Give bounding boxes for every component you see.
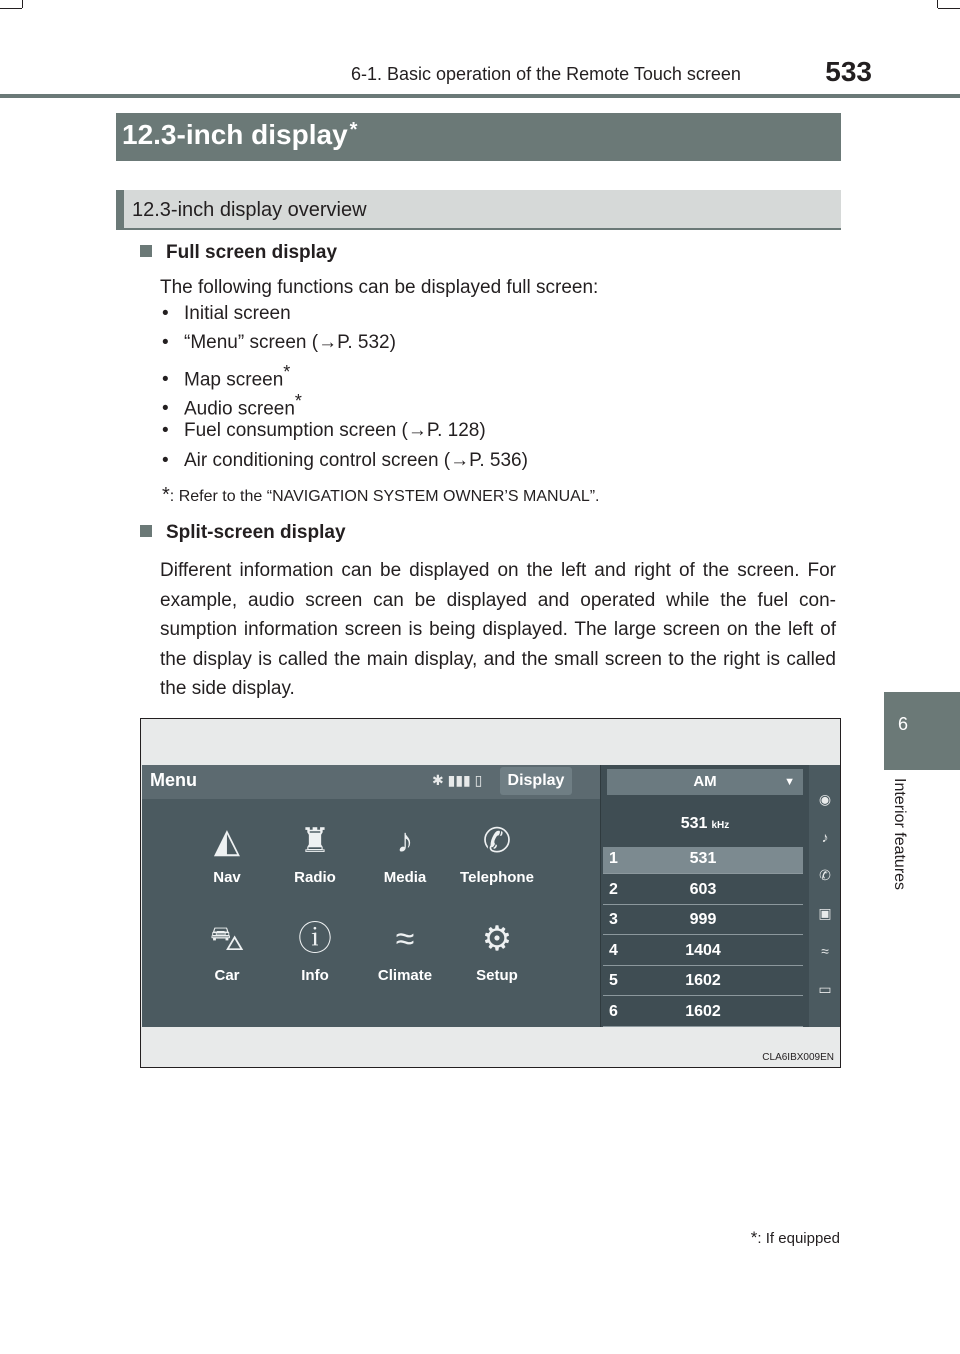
chapter-label: Interior features xyxy=(891,778,908,891)
chapter-label-wrap xyxy=(888,778,914,918)
preset-button[interactable] xyxy=(603,1000,803,1027)
side-rail xyxy=(810,765,840,1027)
app-setup-button[interactable] xyxy=(452,915,542,984)
split-screen-paragraph: Different information can be displayed on the left and right of the screen. For example, audio screen can be displayed and operated while the fuel con-sumption information screen is being displayed. The large screen on the left of the display is called the main display, and the small screen to the right is called the side display. xyxy=(160,560,836,700)
square-bullet-icon xyxy=(140,245,152,257)
app-telephone-button[interactable] xyxy=(452,817,542,886)
app-radio-button[interactable] xyxy=(270,817,360,886)
display-button[interactable]: Display xyxy=(500,767,572,795)
preset-number: 5 xyxy=(609,972,618,989)
preset-button[interactable] xyxy=(603,908,803,935)
preset-frequency: 1602 xyxy=(685,1002,721,1020)
preset-frequency: 531 xyxy=(689,850,717,867)
nav-rail-icon[interactable]: ◉ xyxy=(818,791,832,807)
app-nav-button[interactable] xyxy=(182,817,272,886)
display-figure xyxy=(140,718,841,1068)
preset-button[interactable] xyxy=(603,878,803,905)
bullet-dot: • xyxy=(162,450,169,471)
frequency-unit: kHz xyxy=(711,820,730,831)
subtitle-accent xyxy=(116,190,124,228)
full-screen-heading-text: Full screen display xyxy=(166,242,338,263)
preset-button[interactable] xyxy=(603,939,803,966)
preset-number: 4 xyxy=(609,941,618,959)
bullet-dot: • xyxy=(162,369,169,391)
music-note-icon: ♪ xyxy=(396,822,414,860)
current-frequency xyxy=(601,815,809,833)
list-item xyxy=(162,420,486,442)
figure-code: CLA6IBX009EN xyxy=(762,1052,834,1063)
bullet-dot: • xyxy=(162,332,169,353)
climate-seat-icon: ≈ xyxy=(395,920,415,958)
list-item xyxy=(162,362,290,391)
menu-top-bar xyxy=(142,765,600,799)
list-item xyxy=(162,303,291,325)
full-screen-heading xyxy=(140,238,337,268)
bullet-dot: • xyxy=(162,398,169,420)
crop-mark xyxy=(0,8,22,9)
telephone-icon: ✆ xyxy=(482,822,512,860)
full-screen-intro: The following functions can be displayed full screen: xyxy=(160,277,599,298)
app-label: Telephone xyxy=(460,869,534,886)
preset-number: 3 xyxy=(609,911,618,928)
list-item-text: Audio screen xyxy=(184,398,295,420)
preset-number: 6 xyxy=(609,1002,618,1020)
menu-title: Menu xyxy=(150,770,197,790)
chapter-number: 6 xyxy=(897,714,908,734)
radio-tower-icon: ♜ xyxy=(299,822,331,860)
subtitle: 12.3-inch display overview xyxy=(132,199,367,221)
page-number: 533 xyxy=(825,56,872,87)
image-rail-icon[interactable]: ▣ xyxy=(818,905,832,921)
card-rail-icon[interactable]: ▭ xyxy=(818,981,832,997)
frequency-value: 531 xyxy=(680,815,708,832)
app-label: Media xyxy=(383,869,427,886)
preset-button[interactable] xyxy=(603,847,803,874)
section-header: 6-1. Basic operation of the Remote Touch screen xyxy=(351,64,741,84)
footnote-star: * xyxy=(162,484,170,506)
band-label: AM xyxy=(693,773,717,790)
band-selector[interactable] xyxy=(607,769,803,795)
app-label: Car xyxy=(214,967,240,984)
footnote xyxy=(162,484,600,507)
preset-number: 1 xyxy=(609,850,618,867)
list-item xyxy=(162,391,302,420)
if-equipped-note xyxy=(751,1228,840,1248)
side-display xyxy=(600,765,809,1027)
app-label: Nav xyxy=(213,869,241,886)
subtitle-bar xyxy=(116,190,841,230)
list-item-text: “Menu” screen (→P. 532) xyxy=(184,332,396,353)
title-star: * xyxy=(349,119,358,141)
crop-mark xyxy=(938,8,960,9)
page-title-text: 12.3-inch display xyxy=(122,119,348,150)
app-info-button[interactable] xyxy=(270,915,360,984)
chapter-tab xyxy=(884,692,960,770)
if-equipped-star: * xyxy=(750,1228,758,1247)
crop-mark xyxy=(937,0,938,8)
if-equipped-text: : If equipped xyxy=(757,1230,840,1247)
list-item xyxy=(162,450,528,472)
app-grid xyxy=(142,803,600,1027)
crop-mark xyxy=(22,0,23,8)
list-item xyxy=(162,332,396,354)
page-title xyxy=(122,119,357,151)
list-item-text: Initial screen xyxy=(184,303,291,324)
app-label: Setup xyxy=(476,967,518,984)
split-screen-heading xyxy=(140,518,346,548)
preset-frequency: 1404 xyxy=(685,941,721,959)
app-label: Climate xyxy=(377,967,433,984)
app-climate-button[interactable] xyxy=(360,915,450,984)
status-icons: ✱ ▮▮▮ ▯ xyxy=(432,772,483,788)
square-bullet-icon xyxy=(140,525,152,537)
split-screen-heading-text: Split-screen display xyxy=(166,522,346,543)
info-icon: ⓘ xyxy=(298,920,332,958)
display-screen xyxy=(142,765,840,1027)
list-item-text: Air conditioning control screen (→P. 536) xyxy=(184,450,528,471)
app-media-button[interactable] xyxy=(360,817,450,886)
title-bar xyxy=(116,113,841,161)
app-label: Info xyxy=(301,967,329,984)
audio-rail-icon[interactable]: ♪ xyxy=(821,829,829,845)
preset-button[interactable] xyxy=(603,969,803,996)
phone-rail-icon[interactable]: ✆ xyxy=(819,867,831,883)
header-rule xyxy=(0,94,960,98)
list-item-text: Fuel consumption screen (→P. 128) xyxy=(184,420,486,441)
list-item-text: Map screen xyxy=(184,369,284,391)
footnote-text: : Refer to the “NAVIGATION SYSTEM OWNER’S MANUAL”. xyxy=(169,488,600,505)
climate-rail-icon[interactable]: ≈ xyxy=(821,943,829,959)
preset-frequency: 603 xyxy=(689,880,717,898)
preset-frequency: 1602 xyxy=(685,972,721,989)
app-label: Radio xyxy=(294,869,336,886)
preset-frequency: 999 xyxy=(689,911,717,928)
list-item-star: * xyxy=(294,391,302,411)
navigation-icon: ◭ xyxy=(213,822,241,860)
app-car-button[interactable] xyxy=(182,915,272,984)
preset-number: 2 xyxy=(609,880,618,898)
bullet-dot: • xyxy=(162,420,169,441)
setup-gear-icon: ⚙ xyxy=(481,920,513,958)
dropdown-arrow-icon: ▼ xyxy=(784,776,795,788)
list-item-star: * xyxy=(283,362,291,382)
bullet-dot: • xyxy=(162,303,169,324)
car-icon: ⛍ xyxy=(209,920,245,958)
